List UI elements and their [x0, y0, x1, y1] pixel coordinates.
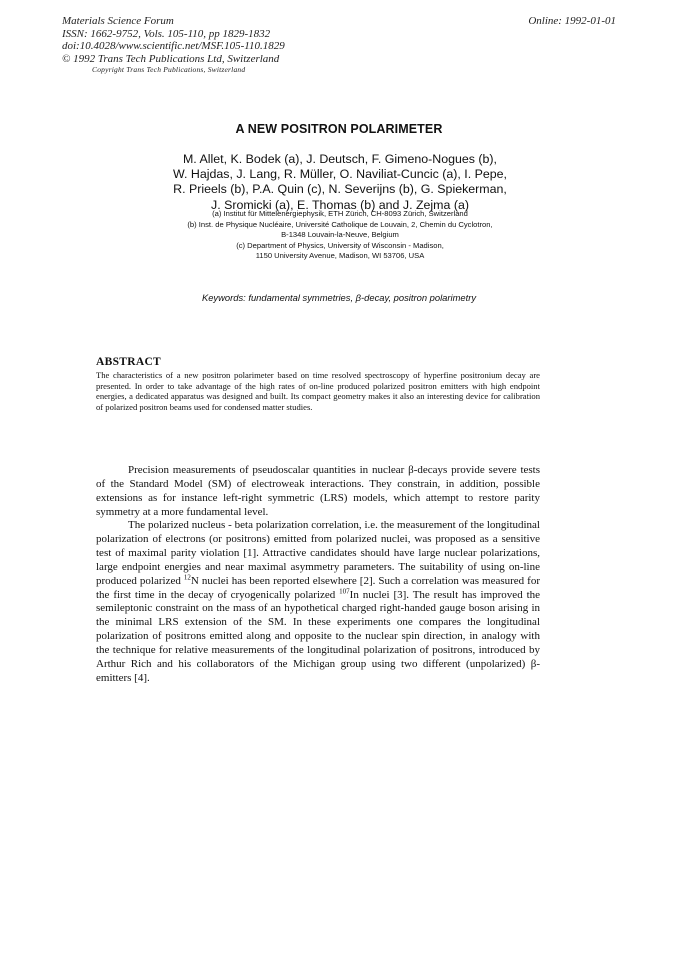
paragraph-2-part-c: In nuclei [3]. The result has improved the semileptonic constraint on the mass of an hypothetical charged right-handed gauge boson arising in the minimal LRS extension of the SM. In these experiments one compares the longitudinal polarization of positrons emitted along and opposite to the nuclear spin direction, in analogy with the technique for relative measurements of the longitudinal polarization of positrons, introduced by Arthur Rich and his collaborators of the Michigan group using two different (unpolarized) β-emitters [4]. [96, 588, 541, 684]
keywords: Keywords: fundamental symmetries, β-decay, positron polarimetry [201, 292, 477, 303]
author-line: R. Prieels (b), P.A. Quin (c), N. Severijns (b), G. Spiekerman, [173, 182, 507, 197]
paragraph-2-part-a: The polarized nucleus - beta polarization correlation, i.e. the measurement of the longitudinal polarization of electrons (or positrons) emitted from polarized nuclei, was proposed as a sensitive test of maximal parity violation [1]. Attractive candidates should have large nuclear polarizations, large endpoint energies and near maximal asymmetry parameters. The suitability of using on-line produced polarized [96, 519, 540, 587]
affiliation-list [100, 209, 580, 262]
body-text [96, 464, 540, 686]
abstract-text: The characteristics of a new positron polarimeter based on time resolved spectroscopy of hyperfine positronium decay are presented. In order to take advantage of the high rates of on-line produced polarized positron emitters with high endpoint energies, a dedicated apparatus was designed and built. Its compact geometry makes it also an interesting device for calibration of polarized positron beams used for condensed matter studies. [96, 370, 540, 412]
journal-name: Materials Science Forum [62, 15, 174, 27]
affiliation-line: B-1348 Louvain-la-Neuve, Belgium [281, 230, 399, 240]
online-date: Online: 1992-01-01 [528, 15, 616, 27]
affiliation-line: 1150 University Avenue, Madison, WI 53706, USA [255, 251, 425, 261]
isotope-mass-107: 107 [339, 586, 350, 595]
affiliation-line: (c) Department of Physics, University of Wisconsin - Madison, [236, 240, 444, 250]
author-list [100, 152, 580, 213]
abstract-heading: ABSTRACT [96, 356, 162, 368]
copyright-line: © 1992 Trans Tech Publications Ltd, Switzerland [62, 52, 280, 65]
affiliation-line: (a) Institut für Mittelenergiephysik, ETH Zürich, CH-8093 Zürich, Switzerland [212, 209, 468, 218]
paragraph-2-part-b: N nuclei has been reported elsewhere [2]. Such a correlation was measured for the first time in the decay of cryogenically polarized [96, 574, 540, 601]
paragraph-1: Precision measurements of pseudoscalar quantities in nuclear β-decays provide severe tests of the Standard Model (SM) of electroweak interactions. They constrain, in addition, possible extensions as for instance left-right symmetric (LRS) models, which attempt to restore parity symmetry at a more fundamental level. [96, 464, 540, 518]
paper-title: A NEW POSITRON POLARIMETER [235, 122, 443, 136]
isotope-mass-12: 12 [183, 573, 191, 582]
author-line: J. Sromicki (a), E. Thomas (b) and J. Zejma (a) [211, 197, 469, 212]
doi-link[interactable]: doi:10.4028/www.scientific.net/MSF.105-110.1829 [62, 40, 285, 53]
copyright-stamp: Copyright Trans Tech Publications, Switzerland [92, 65, 246, 75]
issn-line: ISSN: 1662-9752, Vols. 105-110, pp 1829-1832 [62, 27, 271, 40]
publication-header [62, 15, 285, 75]
author-line: W. Hajdas, J. Lang, R. Müller, O. Naviliat-Cuncic (a), I. Pepe, [173, 167, 507, 182]
paragraph-2 [96, 519, 540, 685]
affiliation-line: (b) Inst. de Physique Nucléaire, Université Catholique de Louvain, 2, Chemin du Cyclotron, [187, 219, 493, 229]
author-line: M. Allet, K. Bodek (a), J. Deutsch, F. Gimeno-Nogues (b), [182, 152, 497, 166]
